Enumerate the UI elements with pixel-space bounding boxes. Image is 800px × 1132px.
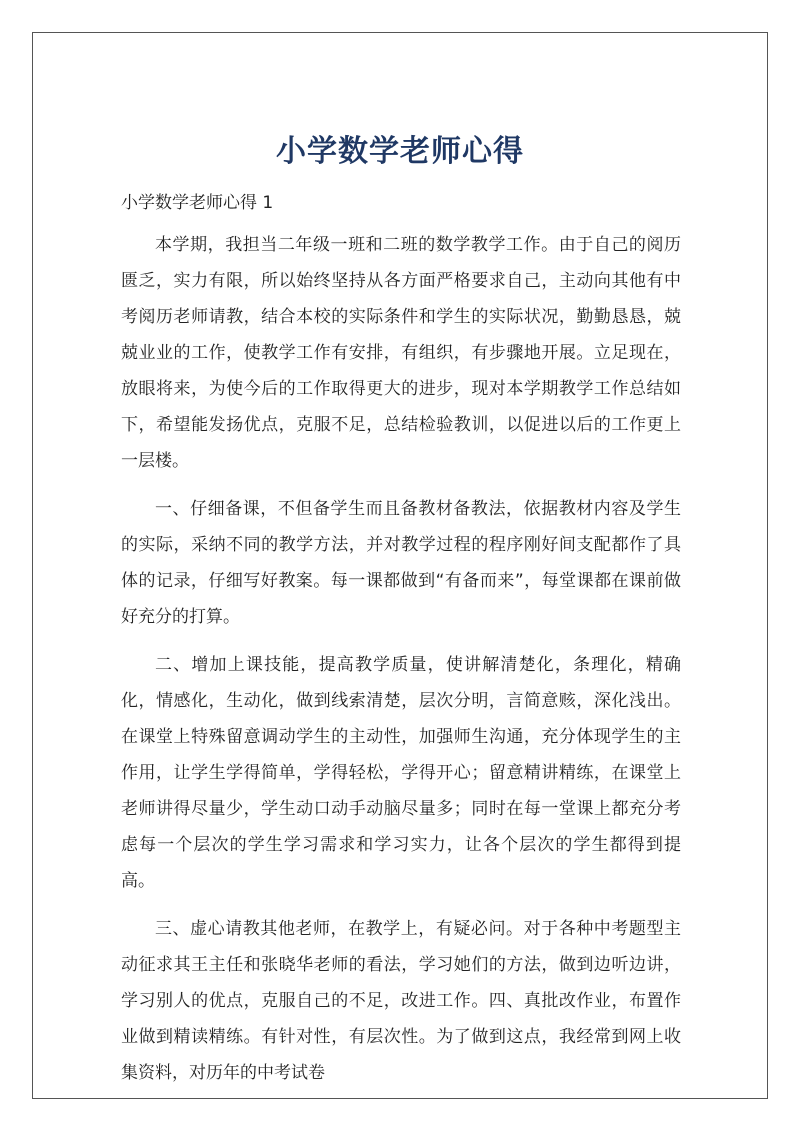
document-title: 小学数学老师心得 [276, 134, 524, 170]
section-heading: 小学数学老师心得 1 [121, 193, 274, 213]
paragraph-teaching-skills: 二、增加上课技能，提高教学质量，使讲解清楚化，条理化，精确化，情感化，生动化，做到线索清楚，层次分明，言简意赅，深化浅出。在课堂上特殊留意调动学生的主动性，加强师生沟通，充分体现学生的主作用，让学生学得简单，学得轻松，学得开心；留意精讲精练，在课堂上老师讲得尽量少，学生动口动手动脑尽量多；同时在每一堂课上都充分考虑每一个层次的学生学习需求和学习实力，让各个层次的学生都得到提高。 [121, 655, 681, 891]
paragraph-intro: 本学期，我担当二年级一班和二班的数学教学工作。由于自己的阅历匮乏，实力有限，所以始终坚持从各方面严格要求自己，主动向其他有中考阅历老师请教，结合本校的实际条件和学生的实际状况，勤勤恳恳，兢兢业业的工作，使教学工作有安排，有组织，有步骤地开展。立足现在，放眼将来，为使今后的工作取得更大的进步，现对本学期教学工作总结如下，希望能发扬优点，克服不足，总结检验教训，以促进以后的工作更上一层楼。 [121, 235, 681, 471]
paragraph-lesson-prep: 一、仔细备课，不但备学生而且备教材备教法，依据教材内容及学生的实际，采纳不同的教学方法，并对教学过程的程序刚好间支配都作了具体的记录，仔细写好教案。每一课都做到“有备而来”，每堂课都在课前做好充分的打算。 [121, 499, 681, 627]
document-body [121, 227, 681, 1103]
paragraph-seek-advice: 三、虚心请教其他老师，在教学上，有疑必问。对于各种中考题型主动征求其王主任和张晓华老师的看法，学习她们的方法，做到边听边讲，学习别人的优点，克服自己的不足，改进工作。四、真批改作业，布置作业做到精读精练。有针对性，有层次性。为了做到这点，我经常到网上收集资料，对历年的中考试卷 [121, 919, 681, 1083]
